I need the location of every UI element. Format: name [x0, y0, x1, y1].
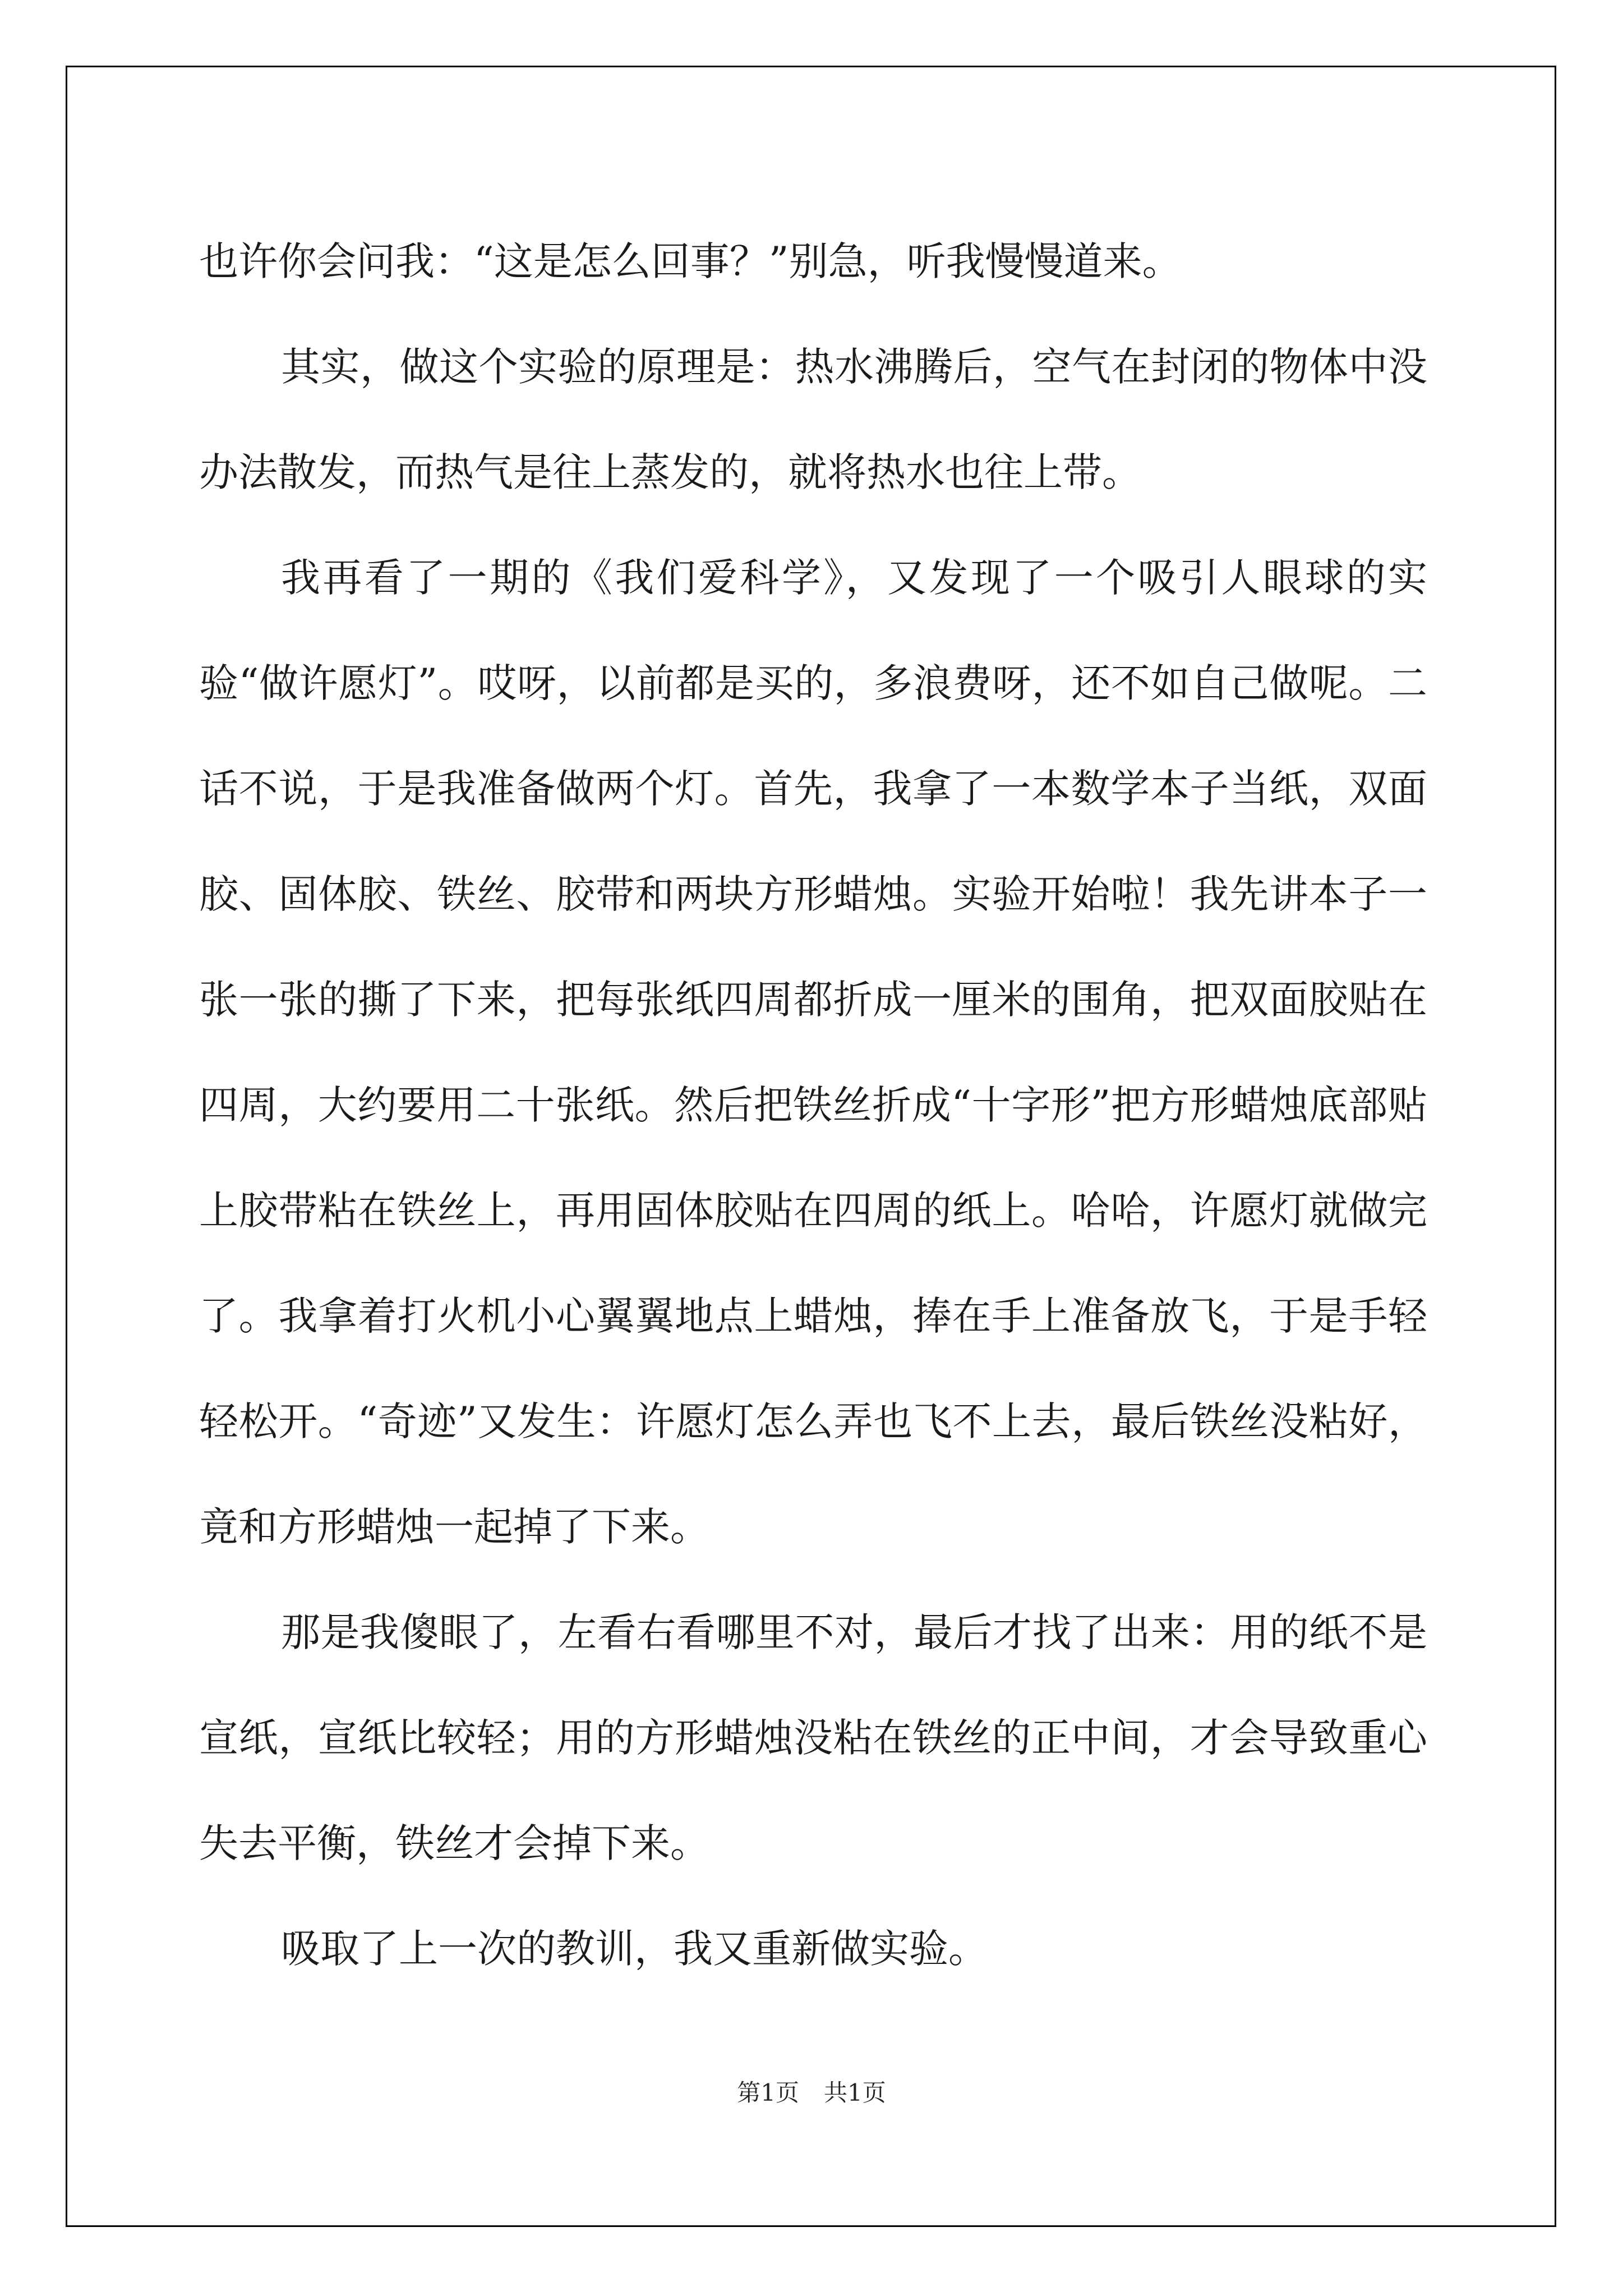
paragraph-4: 那是我傻眼了，左看右看哪里不对，最后才找了出来：用的纸不是宣纸，宣纸比较轻；用的方形蜡烛没粘在铁丝的正中间，才会导致重心失去平衡，铁丝才会掉下来。 [199, 1609, 1427, 1866]
page-footer [0, 2074, 1623, 2108]
paragraph-2: 其实，做这个实验的原理是：热水沸腾后，空气在封闭的物体中没办法散发，而热气是往上蒸发的，就将热水也往上带。 [199, 344, 1427, 495]
page-total: 共1页 [824, 2079, 886, 2106]
paragraph-1: 也许你会问我：“这是怎么回事？”别急，听我慢慢道来。 [199, 238, 1182, 284]
paragraph-5: 吸取了上一次的教训，我又重新做实验。 [281, 1926, 988, 1972]
document-body [199, 209, 1427, 2001]
paragraph-3: 我再看了一期的《我们爱科学》，又发现了一个吸引人眼球的实验“做许愿灯”。哎呀，以前都是买的，多浪费呀，还不如自己做呢。二话不说，于是我准备做两个灯。首先，我拿了一本数学本子当纸，双面胶、固体胶、铁丝、胶带和两块方形蜡烛。实验开始啦！我先讲本子一张一张的撕了下来，把每张纸四周都折成一厘米的围角，把双面胶贴在四周，大约要用二十张纸。然后把铁丝折成“十字形”把方形蜡烛底部贴上胶带粘在铁丝上，再用固体胶贴在四周的纸上。哈哈，许愿灯就做完了。我拿着打火机小心翼翼地点上蜡烛，捧在手上准备放飞，于是手轻轻松开。“奇迹”又发生：许愿灯怎么弄也飞不上去，最后铁丝没粘好，竟和方形蜡烛一起掉了下来。 [199, 555, 1427, 1550]
page-number: 第1页 [737, 2079, 799, 2106]
